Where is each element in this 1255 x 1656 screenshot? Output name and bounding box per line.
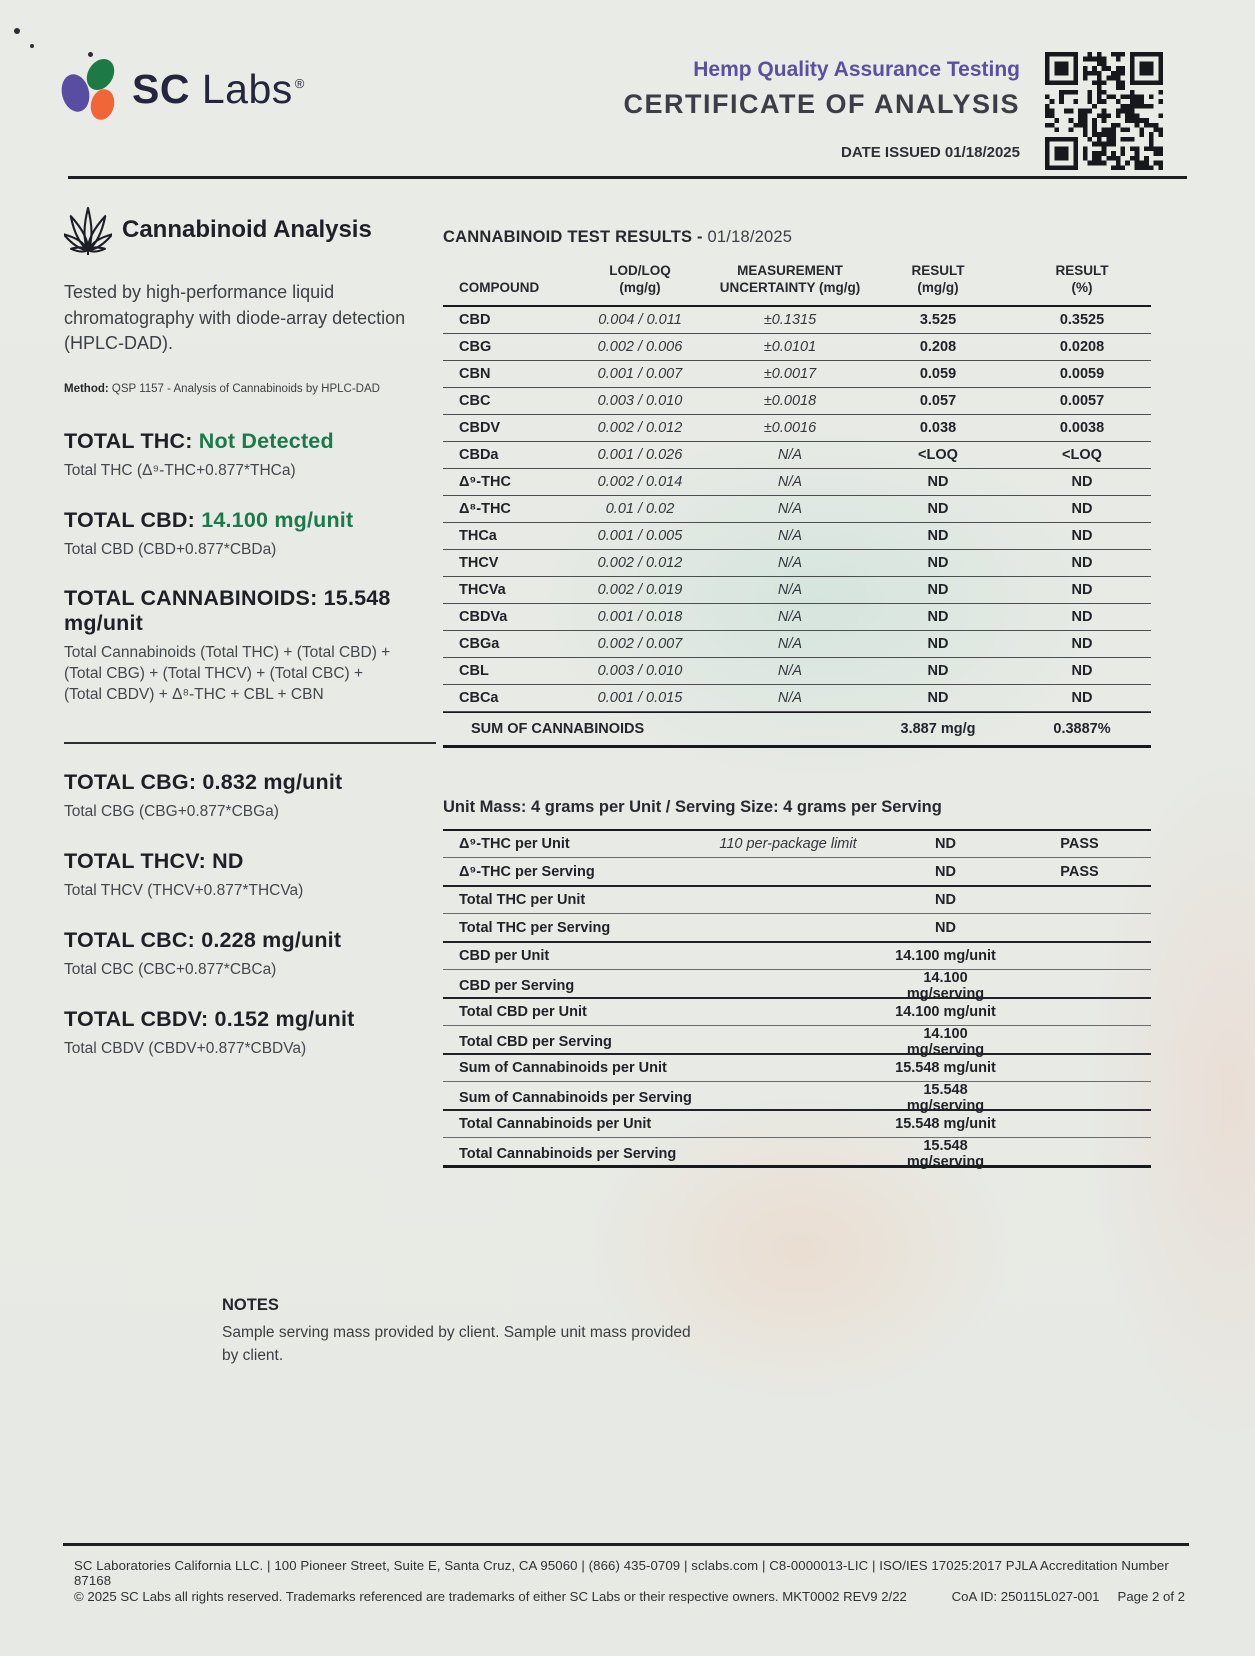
sum-row bbox=[443, 712, 1151, 748]
cannabinoid-analysis-panel bbox=[64, 204, 436, 1086]
cell-lodloq: 0.001 / 0.015 bbox=[597, 689, 683, 706]
cell-lodloq: 0.002 / 0.012 bbox=[597, 419, 683, 436]
total-formula: Total CBD (CBD+0.877*CBDa) bbox=[64, 540, 277, 558]
total-block bbox=[64, 849, 436, 902]
unit-table-row bbox=[443, 1137, 1151, 1171]
cell-result-mg: ND bbox=[927, 662, 949, 679]
cell-result: ND bbox=[935, 863, 956, 880]
unit-table-row bbox=[443, 831, 1151, 858]
cell-analyte: Total THC per Serving bbox=[459, 919, 611, 936]
total-formula: Total CBDV (CBDV+0.877*CBDVa) bbox=[64, 1040, 307, 1058]
results-table-row bbox=[443, 415, 1151, 442]
results-table-row bbox=[443, 523, 1151, 550]
cell-uncertainty: N/A bbox=[777, 608, 803, 625]
unit-mass-table bbox=[443, 829, 1151, 1171]
cell-limit: 110 per-package limit bbox=[719, 836, 857, 852]
cell-compound: Δ⁹-THC bbox=[459, 473, 511, 490]
total-label: TOTAL THCV: bbox=[64, 849, 206, 874]
total-formula: Total CBC (CBC+0.877*CBCa) bbox=[64, 961, 277, 979]
total-block bbox=[64, 770, 436, 823]
document-title: CERTIFICATE OF ANALYSIS bbox=[623, 89, 1020, 119]
column-header: COMPOUND bbox=[459, 279, 540, 295]
cell-uncertainty: N/A bbox=[777, 473, 803, 490]
cell-result-pct: 0.0057 bbox=[1059, 392, 1105, 409]
total-label: TOTAL THC: bbox=[64, 428, 193, 453]
unit-table-row bbox=[443, 857, 1151, 885]
cell-status: PASS bbox=[1060, 836, 1099, 852]
scan-speck bbox=[30, 44, 34, 48]
results-title: CANNABINOID TEST RESULTS - 01/18/2025 bbox=[443, 228, 793, 246]
total-formula: Total Cannabinoids (Total THC) + (Total CBD) + (Total CBG) + (Total THCV) + (Total CBC) + (Total CBDV) + Δ⁸-THC + CBL + CBN bbox=[64, 644, 391, 704]
cell-compound: CBDa bbox=[459, 446, 499, 463]
cell-result-mg: ND bbox=[927, 554, 949, 571]
results-table-row bbox=[443, 361, 1151, 388]
cell-lodloq: 0.003 / 0.010 bbox=[597, 662, 683, 679]
method-description: Tested by high-performance liquid chromatography with diode-array detection (HPLC-DAD). bbox=[64, 282, 406, 354]
cell-analyte: Total Cannabinoids per Unit bbox=[459, 1116, 652, 1132]
cell-uncertainty: ±0.0017 bbox=[763, 365, 817, 382]
unit-table-row bbox=[443, 885, 1151, 914]
cell-uncertainty: N/A bbox=[777, 662, 803, 679]
cell-uncertainty: N/A bbox=[777, 581, 803, 598]
cell-result-pct: ND bbox=[1071, 500, 1093, 517]
results-table-row bbox=[443, 685, 1151, 712]
cell-compound: CBDV bbox=[459, 419, 501, 436]
cell-lodloq: 0.002 / 0.007 bbox=[597, 635, 683, 652]
column-header: RESULT (%) bbox=[1055, 263, 1109, 295]
scan-speck bbox=[88, 52, 93, 57]
total-formula: Total CBG (CBG+0.877*CBGa) bbox=[64, 803, 279, 821]
cell-analyte: Δ⁹-THC per Serving bbox=[459, 863, 595, 880]
totals-secondary bbox=[64, 770, 436, 1060]
cell-result-mg: 0.208 bbox=[919, 338, 957, 355]
notes-title: NOTES bbox=[222, 1296, 279, 1314]
cell-uncertainty: ±0.1315 bbox=[763, 311, 817, 328]
scan-speck bbox=[14, 28, 20, 34]
results-table-body bbox=[443, 307, 1151, 712]
cell-uncertainty: N/A bbox=[777, 554, 803, 571]
cell-uncertainty: N/A bbox=[777, 446, 803, 463]
cell-analyte: Sum of Cannabinoids per Unit bbox=[459, 1060, 667, 1076]
column-header: RESULT (mg/g) bbox=[911, 263, 965, 295]
unit-table-row bbox=[443, 1109, 1151, 1138]
notes-section bbox=[222, 1296, 702, 1368]
cell-compound: CBL bbox=[459, 662, 489, 679]
method-line: Method: QSP 1157 - Analysis of Cannabinoids by HPLC-DAD bbox=[64, 382, 380, 395]
results-table-row bbox=[443, 631, 1151, 658]
total-block bbox=[64, 928, 436, 981]
cell-lodloq: 0.001 / 0.005 bbox=[597, 527, 683, 544]
cell-status: PASS bbox=[1060, 863, 1099, 880]
total-block bbox=[64, 1007, 436, 1060]
cell-result: ND bbox=[935, 919, 956, 936]
sum-mg: 3.887 mg/g bbox=[900, 720, 976, 737]
results-table-header bbox=[443, 263, 1151, 307]
results-table-row bbox=[443, 307, 1151, 334]
unit-table-row bbox=[443, 1053, 1151, 1082]
column-header: LOD/LOQ (mg/g) bbox=[609, 263, 671, 295]
total-value: 0.228 mg/unit bbox=[201, 928, 342, 953]
cell-lodloq: 0.002 / 0.014 bbox=[597, 473, 683, 490]
cell-result-mg: <LOQ bbox=[918, 446, 958, 463]
total-label: TOTAL CBG: bbox=[64, 770, 197, 795]
cell-analyte: Δ⁹-THC per Unit bbox=[459, 836, 570, 852]
cell-lodloq: 0.01 / 0.02 bbox=[605, 500, 675, 517]
cell-lodloq: 0.004 / 0.011 bbox=[598, 311, 682, 328]
cell-result-mg: ND bbox=[927, 581, 949, 598]
cell-result-mg: 0.038 bbox=[919, 419, 957, 436]
cell-analyte: CBD per Unit bbox=[459, 948, 550, 964]
cell-uncertainty: ±0.0018 bbox=[763, 392, 817, 409]
cell-analyte: Total CBD per Unit bbox=[459, 1004, 587, 1020]
cell-result: 14.100 mg/unit bbox=[895, 1004, 996, 1020]
page-number: Page 2 of 2 bbox=[1117, 1589, 1185, 1604]
cell-uncertainty: N/A bbox=[777, 635, 803, 652]
results-table-row bbox=[443, 658, 1151, 685]
total-value: 15.548 mg/unit bbox=[64, 586, 391, 636]
total-formula: Total THC (Δ⁹-THC+0.877*THCa) bbox=[64, 461, 296, 479]
sclabs-logo bbox=[62, 58, 305, 120]
total-label: TOTAL CBD: bbox=[64, 507, 195, 532]
cell-result: 14.100 mg/serving bbox=[906, 970, 985, 1003]
program-title: Hemp Quality Assurance Testing bbox=[693, 58, 1020, 81]
cell-compound: THCVa bbox=[459, 581, 506, 598]
unit-table-row bbox=[443, 1025, 1151, 1059]
cell-analyte: Total CBD per Serving bbox=[459, 1034, 612, 1051]
cell-result-pct: <LOQ bbox=[1062, 446, 1102, 463]
cell-compound: CBN bbox=[459, 365, 491, 382]
total-value: 0.832 mg/unit bbox=[202, 770, 343, 795]
cell-result-pct: ND bbox=[1071, 527, 1093, 544]
cell-compound: CBGa bbox=[459, 635, 500, 652]
cell-compound: CBG bbox=[459, 338, 492, 355]
total-value: Not Detected bbox=[198, 428, 334, 453]
cell-result-pct: 0.0059 bbox=[1059, 365, 1105, 382]
unit-table-row bbox=[443, 997, 1151, 1026]
total-formula: Total THCV (THCV+0.877*THCVa) bbox=[64, 882, 304, 900]
column-header: MEASUREMENT UNCERTAINTY (mg/g) bbox=[719, 263, 861, 295]
cell-result-mg: 0.059 bbox=[919, 365, 957, 382]
cell-analyte: Total Cannabinoids per Serving bbox=[459, 1146, 677, 1163]
cell-uncertainty: N/A bbox=[777, 500, 803, 517]
results-table-row bbox=[443, 496, 1151, 523]
qr-code bbox=[1045, 52, 1163, 170]
section-title: Cannabinoid Analysis bbox=[122, 216, 372, 243]
results-table-row bbox=[443, 442, 1151, 469]
cell-result-pct: 0.3525 bbox=[1059, 311, 1105, 328]
cell-compound: CBCa bbox=[459, 689, 499, 706]
footer-copyright: © 2025 SC Labs all rights reserved. Trademarks referenced are trademarks of either SC Labs or their respective owners. MKT0002 REV9 2/22 bbox=[74, 1589, 907, 1604]
cell-uncertainty: N/A bbox=[777, 689, 803, 706]
cell-result-pct: ND bbox=[1071, 662, 1093, 679]
cell-lodloq: 0.002 / 0.019 bbox=[597, 581, 683, 598]
total-label: TOTAL CANNABINOIDS: bbox=[64, 586, 318, 611]
total-label: TOTAL CBDV: bbox=[64, 1007, 209, 1032]
cell-compound: Δ⁸-THC bbox=[459, 500, 511, 517]
cell-compound: CBD bbox=[459, 311, 491, 328]
cell-lodloq: 0.002 / 0.012 bbox=[597, 554, 683, 571]
cell-result-pct: ND bbox=[1071, 473, 1093, 490]
cell-lodloq: 0.001 / 0.018 bbox=[597, 608, 683, 625]
results-table-row bbox=[443, 577, 1151, 604]
results-panel bbox=[443, 228, 1151, 1171]
date-issued: DATE ISSUED 01/18/2025 bbox=[841, 144, 1020, 161]
total-block bbox=[64, 586, 436, 706]
cell-result: 15.548 mg/serving bbox=[906, 1082, 985, 1115]
sclabs-logo-text: SC Labs ® bbox=[132, 65, 305, 112]
totals-primary bbox=[64, 429, 436, 707]
cell-lodloq: 0.003 / 0.010 bbox=[597, 392, 683, 409]
cell-result: ND bbox=[935, 892, 956, 908]
cell-compound: CBDVa bbox=[459, 608, 508, 625]
cell-result-pct: ND bbox=[1071, 689, 1093, 706]
notes-body: Sample serving mass provided by client. Sample unit mass provided by client. bbox=[222, 1324, 691, 1365]
cell-result: 15.548 mg/unit bbox=[895, 1060, 996, 1076]
footer-legal bbox=[74, 1589, 1185, 1604]
results-table-row bbox=[443, 550, 1151, 577]
cell-result-pct: ND bbox=[1071, 608, 1093, 625]
cell-result-mg: ND bbox=[927, 635, 949, 652]
cell-result-mg: ND bbox=[927, 500, 949, 517]
header-divider bbox=[68, 176, 1187, 179]
results-table-row bbox=[443, 388, 1151, 415]
footer-lab-info: SC Laboratories California LLC. | 100 Pioneer Street, Suite E, Santa Cruz, CA 95060 | (866) 435-0709 | sclabs.com | C8-0000013-LIC | ISO/IES 17025:2017 PJLA Accreditation Number 87168 bbox=[74, 1558, 1169, 1588]
cell-lodloq: 0.001 / 0.007 bbox=[597, 365, 683, 382]
cell-result: 14.100 mg/serving bbox=[906, 1026, 985, 1059]
cell-analyte: Sum of Cannabinoids per Serving bbox=[459, 1090, 692, 1107]
cell-result: 15.548 mg/serving bbox=[906, 1138, 985, 1171]
cell-uncertainty: N/A bbox=[777, 527, 803, 544]
total-block bbox=[64, 429, 436, 482]
cell-uncertainty: ±0.0101 bbox=[763, 338, 817, 355]
results-table-row bbox=[443, 604, 1151, 631]
unit-table-row bbox=[443, 969, 1151, 1003]
cell-result-pct: ND bbox=[1071, 635, 1093, 652]
coa-id: CoA ID: 250115L027-001 bbox=[951, 1589, 1100, 1604]
unit-table-row bbox=[443, 1081, 1151, 1115]
cell-compound: THCa bbox=[459, 527, 497, 544]
cell-result-mg: ND bbox=[927, 689, 949, 706]
results-table-row bbox=[443, 469, 1151, 496]
cell-compound: CBC bbox=[459, 392, 491, 409]
cell-uncertainty: ±0.0016 bbox=[763, 419, 817, 436]
cell-analyte: Total THC per Unit bbox=[459, 892, 586, 908]
cell-result-mg: 3.525 bbox=[919, 311, 957, 328]
sum-pct: 0.3887% bbox=[1053, 720, 1111, 737]
cell-result: 15.548 mg/unit bbox=[895, 1116, 996, 1132]
cell-analyte: CBD per Serving bbox=[459, 978, 575, 995]
results-table-row bbox=[443, 334, 1151, 361]
cell-result: ND bbox=[935, 836, 956, 852]
sclabs-logo-icon bbox=[62, 58, 118, 120]
cell-result-pct: ND bbox=[1071, 554, 1093, 571]
cell-lodloq: 0.001 / 0.026 bbox=[597, 446, 683, 463]
total-value: 14.100 mg/unit bbox=[201, 507, 354, 532]
total-block bbox=[64, 508, 436, 561]
unit-table-row bbox=[443, 941, 1151, 970]
cell-result-mg: ND bbox=[927, 473, 949, 490]
cell-result: 14.100 mg/unit bbox=[895, 948, 996, 964]
unit-table-row bbox=[443, 913, 1151, 941]
total-value: 0.152 mg/unit bbox=[214, 1007, 355, 1032]
cell-result-pct: 0.0038 bbox=[1059, 419, 1105, 436]
cell-lodloq: 0.002 / 0.006 bbox=[597, 338, 683, 355]
cell-result-mg: ND bbox=[927, 527, 949, 544]
total-value: ND bbox=[212, 849, 244, 874]
unit-mass-title: Unit Mass: 4 grams per Unit / Serving Size: 4 grams per Serving bbox=[443, 797, 942, 816]
cannabis-leaf-icon bbox=[64, 204, 112, 256]
cannabinoid-results-table bbox=[443, 263, 1151, 748]
sidebar-divider bbox=[64, 742, 436, 744]
cell-result-mg: ND bbox=[927, 608, 949, 625]
footer-divider bbox=[63, 1543, 1189, 1546]
cell-result-pct: ND bbox=[1071, 581, 1093, 598]
cell-result-mg: 0.057 bbox=[919, 392, 957, 409]
cell-result-pct: 0.0208 bbox=[1059, 338, 1105, 355]
cell-compound: THCV bbox=[459, 554, 499, 571]
sum-label: SUM OF CANNABINOIDS bbox=[471, 720, 645, 737]
total-label: TOTAL CBC: bbox=[64, 928, 195, 953]
